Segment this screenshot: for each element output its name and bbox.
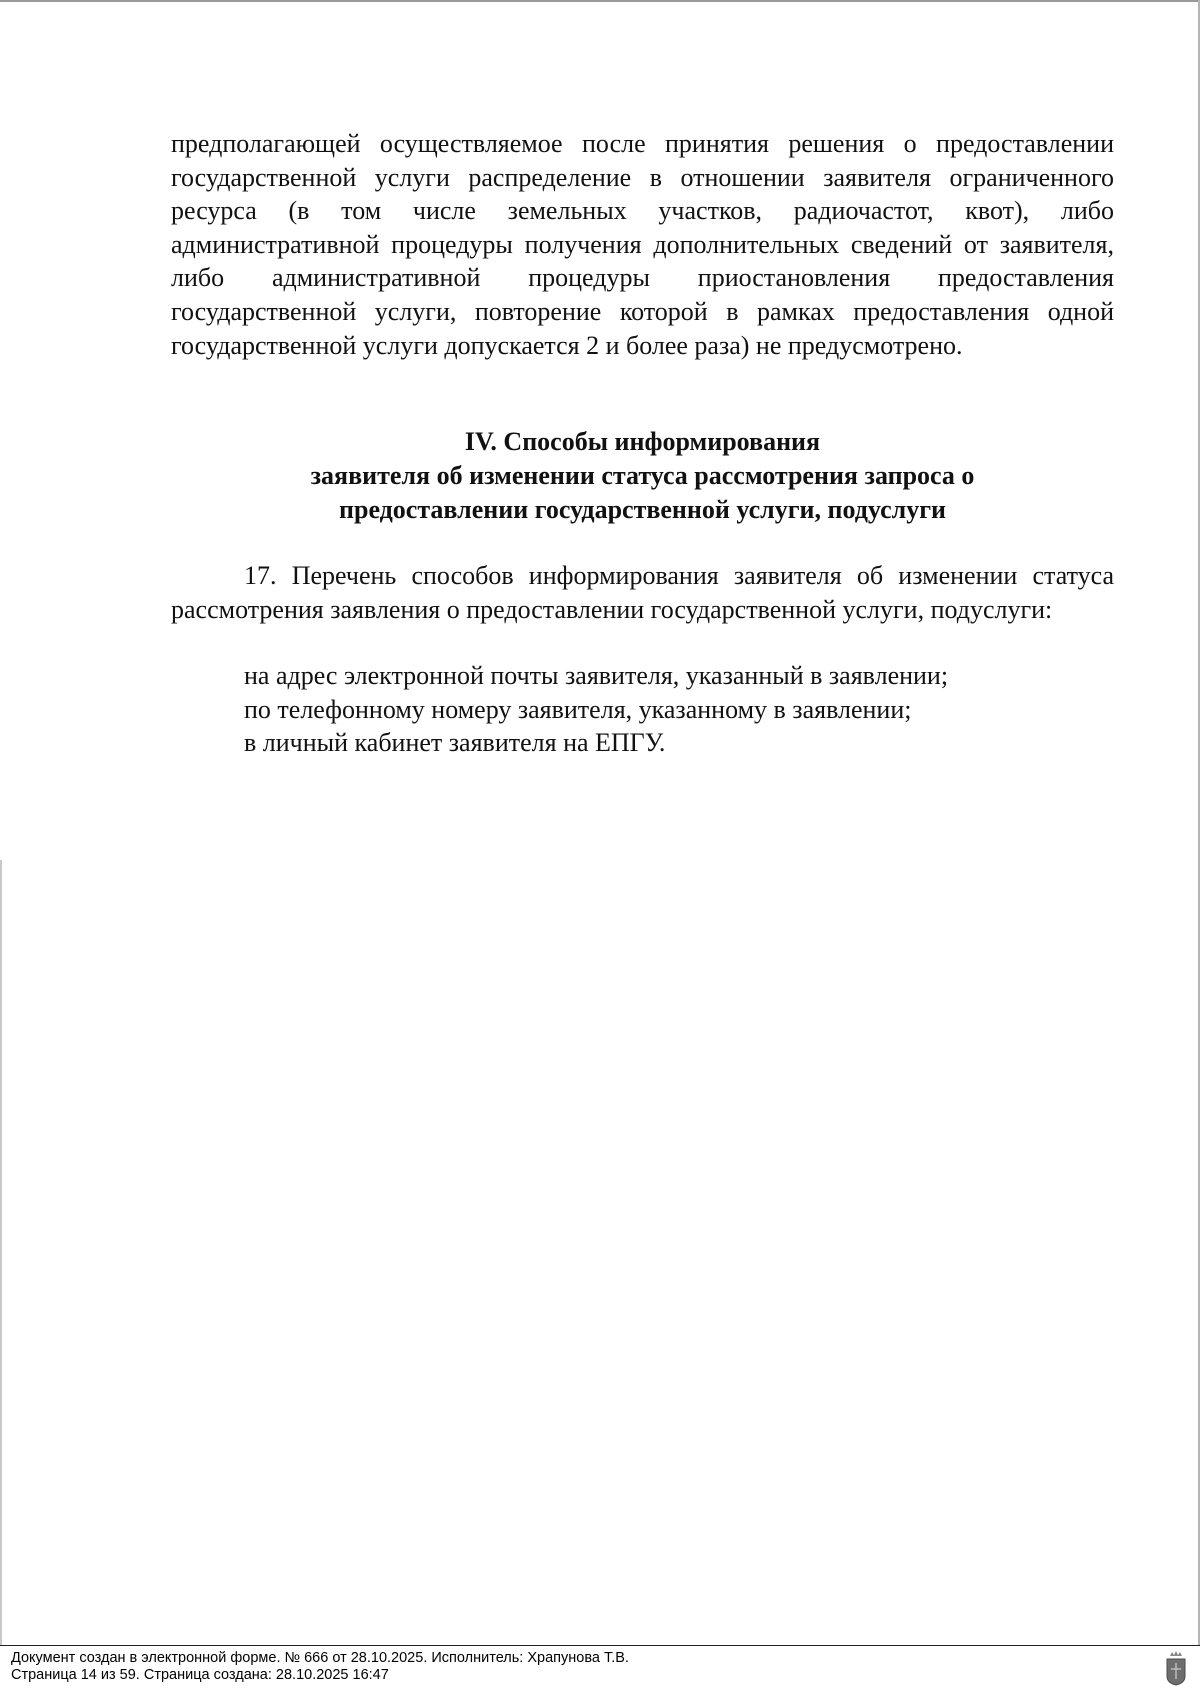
- methods-list: [244, 659, 948, 760]
- footer-line-1: Документ создан в электронной форме. № 666 от 28.10.2025. Исполнитель: Храпунова Т.В.: [11, 1650, 629, 1666]
- scan-edge-top: [0, 0, 1200, 2]
- section-heading-line-1: IV. Способы информирования: [464, 427, 821, 456]
- scan-edge-left: [0, 860, 2, 1650]
- document-footer: [0, 1645, 1200, 1699]
- list-item: в личный кабинет заявителя на ЕПГУ.: [244, 728, 666, 758]
- footer-text: [11, 1650, 629, 1684]
- list-item: на адрес электронной почты заявителя, указанный в заявлении;: [244, 661, 949, 690]
- coat-of-arms-icon: [1164, 1650, 1188, 1686]
- section-heading-line-2: заявителя об изменении статуса рассмотрения запроса о: [310, 461, 975, 490]
- footer-line-2: Страница 14 из 59. Страница создана: 28.10.2025 16:47: [11, 1667, 389, 1683]
- paragraph-17: 17. Перечень способов информирования заявителя об изменении статуса рассмотрения заявления о предоставлении государственной услуги, подуслуги:: [171, 561, 1114, 624]
- list-item: по телефонному номеру заявителя, указанному в заявлении;: [244, 694, 912, 724]
- section-heading-line-3: предоставлении государственной услуги, подуслуги: [339, 495, 946, 524]
- intro-paragraph: предполагающей осуществляемое после принятия решения о предоставлении государственной услуги распределение в отношении заявителя ограниченного ресурса (в том числе земельных участков, радиочастот, квот), либо административной процедуры получения дополнительных сведений от заявителя, либо административной процедуры приостановления предоставления государственной услуги, повторение которой в рамках предоставления одной государственной услуги допускается 2 и более раза) не предусмотрено.: [171, 129, 1114, 360]
- section-heading: [171, 425, 1114, 527]
